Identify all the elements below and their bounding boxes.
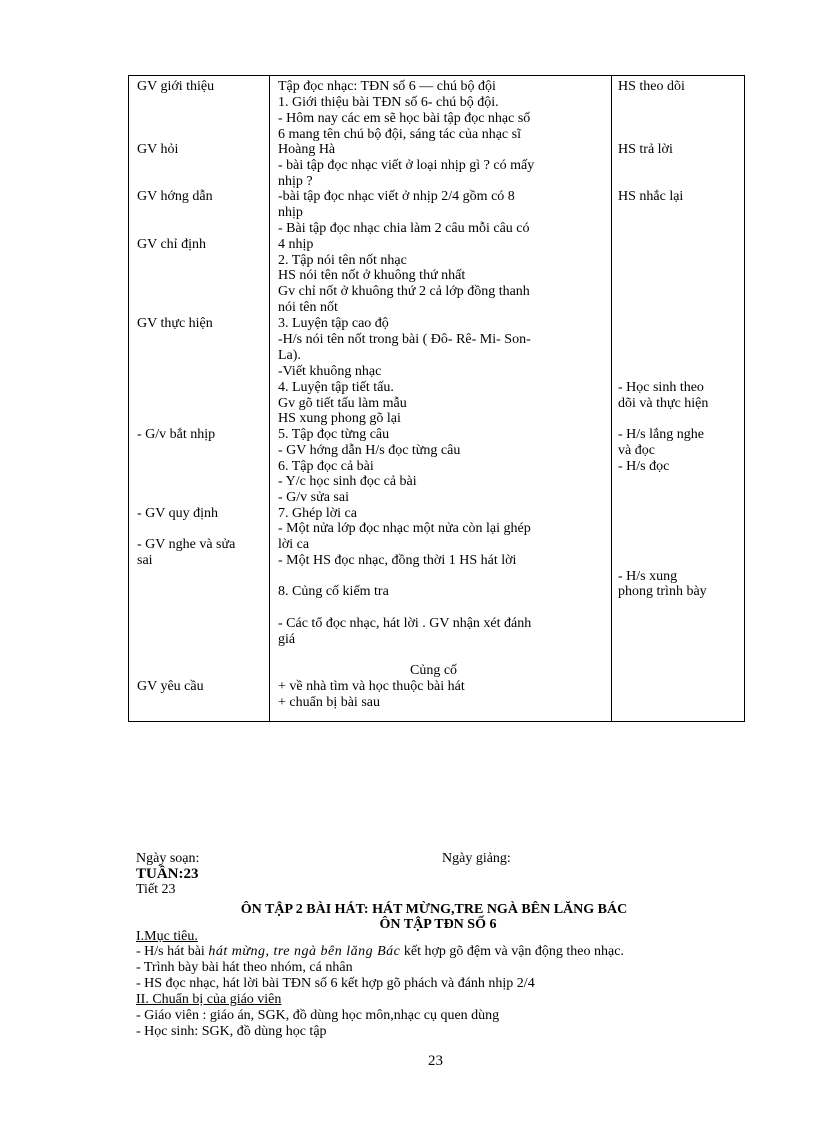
content-line: - Bài tập đọc nhạc chia làm 2 câu mỗi câu có — [278, 221, 530, 236]
student-activity: phong trình bày — [618, 584, 707, 599]
content-line: 7. Ghép lời ca — [278, 506, 357, 521]
student-activity: - H/s xung — [618, 569, 678, 584]
teacher-activity: GV thực hiện — [137, 316, 213, 331]
student-activity: - H/s lắng nghe — [618, 427, 704, 442]
teacher-activity: - G/v bắt nhịp — [137, 427, 216, 442]
objective-text: - H/s hát bài — [136, 944, 209, 959]
page-number: 23 — [428, 1053, 443, 1069]
student-activity: và đọc — [618, 443, 655, 458]
section-objectives-heading: I.Mục tiêu. — [136, 929, 198, 944]
student-activity: - Học sinh theo — [618, 380, 704, 395]
lesson-subtitle: ÔN TẬP TĐN SỐ 6 — [379, 917, 497, 932]
content-line: - Một nửa lớp đọc nhạc một nửa còn lại ghép — [278, 521, 531, 536]
student-activity: HS trả lời — [618, 142, 673, 157]
content-line: 2. Tập nói tên nốt nhạc — [278, 253, 407, 268]
content-line: - Một HS đọc nhạc, đồng thời 1 HS hát lời — [278, 553, 517, 568]
content-line: 6. Tập đọc cả bài — [278, 459, 374, 474]
content-line: Gv chỉ nốt ở khuông thứ 2 cả lớp đồng thanh — [278, 284, 530, 299]
lesson-title: ÔN TẬP 2 BÀI HÁT: HÁT MỪNG,TRE NGÀ BÊN LĂNG BÁC — [240, 902, 628, 917]
content-line: Hoàng Hà — [278, 142, 336, 157]
content-line: + chuẩn bị bài sau — [278, 695, 380, 710]
objective-line: - HS đọc nhạc, hát lời bài TĐN số 6 kết hợp gõ phách và đánh nhịp 2/4 — [136, 976, 535, 991]
content-line: - bài tập đọc nhạc viết ở loại nhịp gì ? có mấy — [278, 158, 535, 173]
ngay-giang-label: Ngày giảng: — [442, 851, 511, 866]
teacher-activity: GV giới thiệu — [137, 79, 215, 94]
content-line: -bài tập đọc nhạc viết ở nhịp 2/4 gồm có 8 — [278, 189, 515, 204]
content-line: -Viết khuông nhạc — [278, 364, 382, 379]
teacher-activity: - GV quy định — [137, 506, 219, 521]
content-line: La). — [278, 348, 301, 363]
objective-line: - Trình bày bài hát theo nhóm, cá nhân — [136, 960, 353, 975]
content-line: 4. Luyện tập tiết tấu. — [278, 380, 394, 395]
content-line: 5. Tập đọc từng câu — [278, 427, 390, 442]
content-line: -H/s nói tên nốt trong bài ( Đô- Rê- Mi- Son- — [278, 332, 531, 347]
content-line: nhịp ? — [278, 174, 313, 189]
content-line: - G/v sửa sai — [278, 490, 349, 505]
content-line: + về nhà tìm và học thuộc bài hát — [278, 679, 465, 694]
content-line: nói tên nốt — [278, 300, 338, 315]
preparation-line: - Học sinh: SGK, đồ dùng học tập — [136, 1024, 327, 1039]
content-line: - Hôm nay các em sẽ học bài tập đọc nhạc số — [278, 111, 531, 126]
ngay-soan-label: Ngày soạn: — [136, 851, 200, 866]
content-line: nhịp — [278, 205, 303, 220]
objective-text: kết hợp gõ đệm và vận động theo nhạc. — [400, 944, 624, 959]
content-line: Gv gõ tiết tấu làm mẫu — [278, 396, 407, 411]
content-line: - Các tổ đọc nhạc, hát lời . GV nhận xét đánh — [278, 616, 532, 631]
content-line: Tập đọc nhạc: TĐN số 6 — chú bộ đội — [278, 79, 496, 94]
content-line: 3. Luyện tập cao độ — [278, 316, 389, 331]
section-preparation-heading: II. Chuẩn bị của giáo viên — [136, 992, 282, 1007]
content-line: 6 mang tên chú bộ đội, sáng tác của nhạc sĩ — [278, 127, 521, 142]
content-line: HS xung phong gõ lại — [278, 411, 401, 426]
content-line: Củng cố — [410, 663, 458, 678]
column-divider — [611, 76, 612, 721]
content-line: giá — [278, 632, 296, 647]
content-line: HS nói tên nốt ở khuông thứ nhất — [278, 268, 466, 283]
content-line: lời ca — [278, 537, 310, 552]
teacher-activity: - GV nghe và sửa — [137, 537, 236, 552]
content-line: - Y/c học sinh đọc cả bài — [278, 474, 417, 489]
content-line: - GV hớng dẫn H/s đọc từng câu — [278, 443, 461, 458]
preparation-line: - Giáo viên : giáo án, SGK, đồ dùng học môn,nhạc cụ quen dùng — [136, 1008, 500, 1023]
lesson-table — [128, 75, 745, 722]
student-activity: - H/s đọc — [618, 459, 670, 474]
content-line: 8. Củng cố kiểm tra — [278, 584, 389, 599]
teacher-activity: sai — [137, 553, 153, 568]
teacher-activity: GV yêu cầu — [137, 679, 204, 694]
objective-line — [136, 944, 624, 959]
student-activity: HS nhắc lại — [618, 189, 684, 204]
student-activity: HS theo dõi — [618, 79, 685, 94]
content-line: 4 nhịp — [278, 237, 314, 252]
column-divider — [269, 76, 270, 721]
student-activity: dõi và thực hiện — [618, 396, 709, 411]
song-names: hát mừng, tre ngà bên lăng Bác — [208, 944, 401, 959]
week-heading: TUẦN:23 — [136, 866, 199, 882]
teacher-activity: GV hớng dẫn — [137, 189, 213, 204]
content-line: 1. Giới thiệu bài TĐN số 6- chú bộ đội. — [278, 95, 499, 110]
teacher-activity: GV hỏi — [137, 142, 179, 157]
teacher-activity: GV chỉ định — [137, 237, 206, 252]
lesson-number: Tiết 23 — [136, 882, 176, 897]
